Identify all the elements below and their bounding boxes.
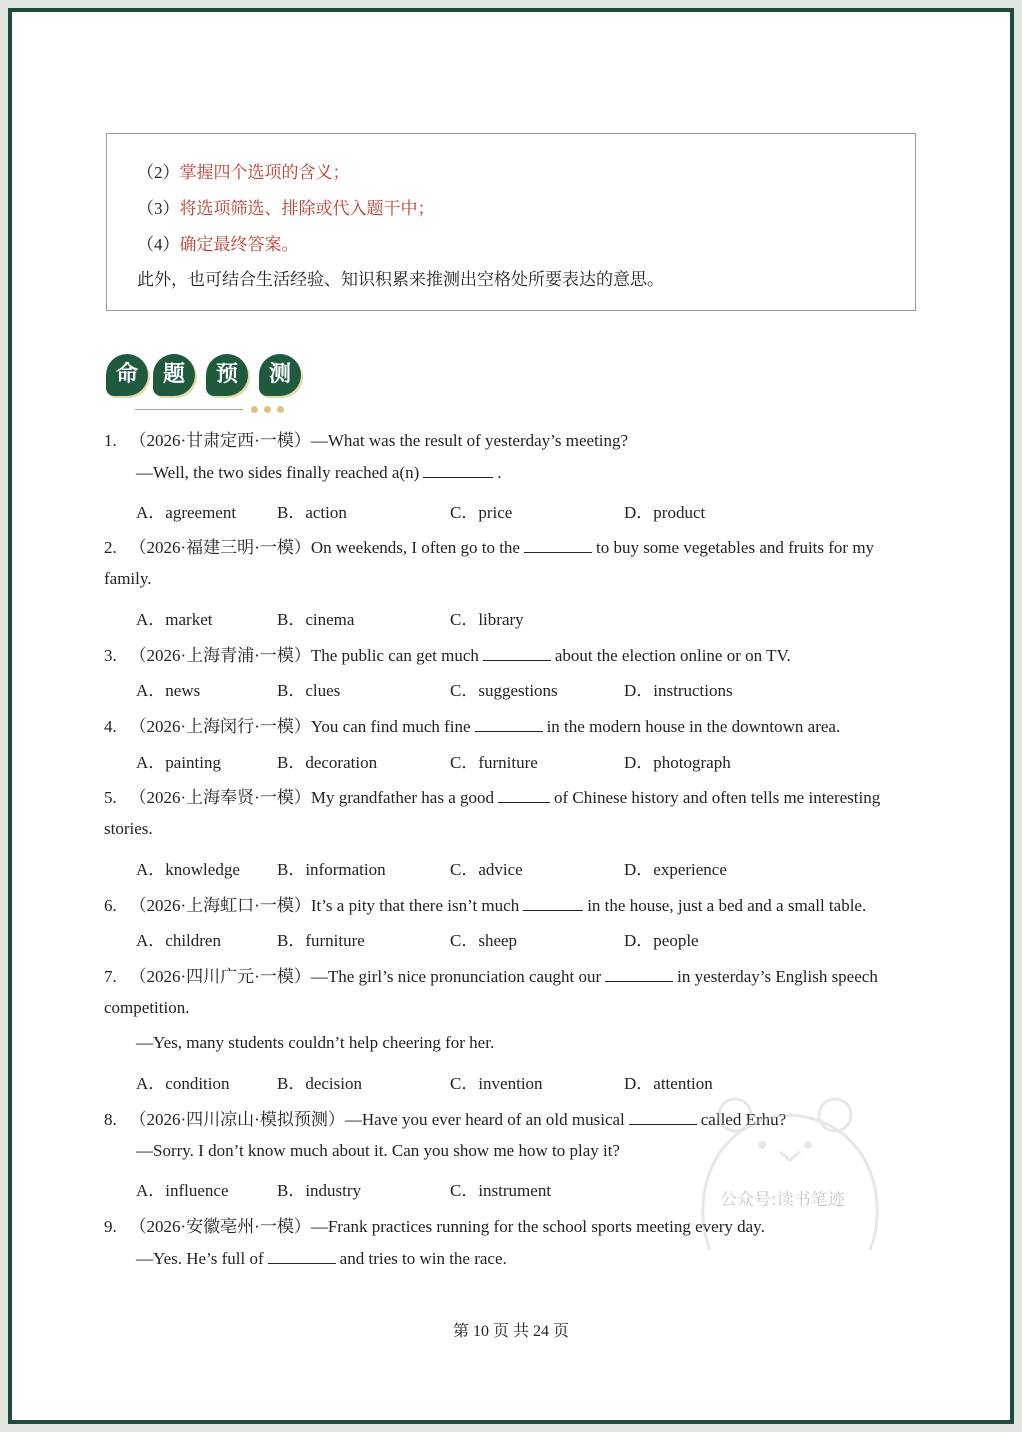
page-number: 第 10 页 共 24 页 — [452, 1323, 569, 1340]
question-1-line2: —Well, the two sides finally reached a(n) . — [136, 463, 502, 482]
option[interactable]: A．agreement — [136, 503, 237, 522]
question-8-reply: —Sorry. I don’t know much about it. Can you show me how to play it? — [136, 1141, 620, 1160]
answer-blank[interactable] — [524, 537, 592, 553]
tip-extra: 此外，也可结合生活经验、知识积累来推测出空格处所要表达的意思。 — [137, 270, 664, 289]
option[interactable]: B．furniture — [277, 931, 365, 950]
question-7-reply: —Yes, many students couldn’t help cheering for her. — [136, 1033, 495, 1052]
option[interactable]: A．children — [136, 931, 221, 950]
decor-dot — [277, 406, 284, 413]
option[interactable]: C．price — [450, 503, 513, 522]
answer-blank[interactable] — [523, 895, 583, 911]
section-badge: 命 — [106, 354, 148, 396]
question-8: 8. （2026·四川凉山·模拟预测）—Have you ever heard of an old musical called Erhu? — [104, 1110, 787, 1129]
question-7: 7. （2026·四川广元·一模）—The girl’s nice pronunciation caught our in yesterday’s English speech — [104, 967, 878, 986]
option[interactable]: D．photograph — [624, 753, 731, 772]
question-9: 9. （2026·安徽亳州·一模）—Frank practices running for the school sports meeting every day. — [104, 1217, 765, 1236]
decor-dot — [251, 406, 258, 413]
option[interactable]: C．invention — [450, 1074, 543, 1093]
tip-line: （4）确定最终答案。 — [137, 235, 299, 254]
answer-blank[interactable] — [423, 462, 493, 478]
answer-blank[interactable] — [498, 787, 550, 803]
question-6: 6. （2026·上海虹口·一模）It’s a pity that there isn’t much in the house, just a bed and a small table. — [104, 896, 867, 915]
watermark-text: 公众号:读书笔迹 — [720, 1190, 845, 1210]
answer-blank[interactable] — [629, 1109, 697, 1125]
tips-box — [106, 133, 916, 311]
option[interactable]: B．cinema — [277, 610, 355, 629]
option[interactable]: C．instrument — [450, 1181, 552, 1200]
option[interactable]: B．action — [277, 503, 347, 522]
question-5: 5. （2026·上海奉贤·一模）My grandfather has a good of Chinese history and often tells me interesting — [104, 788, 881, 807]
divider — [135, 409, 243, 410]
option[interactable]: A．painting — [136, 753, 221, 772]
option[interactable]: C．library — [450, 610, 524, 629]
question-2: 2. （2026·福建三明·一模）On weekends, I often go to the to buy some vegetables and fruits for my — [104, 538, 875, 557]
option[interactable]: A．market — [136, 610, 213, 629]
tip-line: （3）将选项筛选、排除或代入题干中； — [137, 199, 435, 218]
question-5-cont: stories. — [104, 819, 153, 838]
option[interactable]: D．product — [624, 503, 706, 522]
answer-blank[interactable] — [483, 645, 551, 661]
section-badge: 题 — [153, 354, 195, 396]
option[interactable]: D．instructions — [624, 681, 733, 700]
option[interactable]: D．experience — [624, 860, 727, 879]
question-2-cont: family. — [104, 569, 152, 588]
question-3: 3. （2026·上海青浦·一模）The public can get much about the election online or on TV. — [104, 646, 791, 665]
tip-line: （2）掌握四个选项的含义； — [137, 163, 350, 182]
option[interactable]: C．advice — [450, 860, 523, 879]
question-4: 4. （2026·上海闵行·一模）You can find much fine in the modern house in the downtown area. — [104, 717, 841, 736]
option[interactable]: B．information — [277, 860, 386, 879]
section-badge: 预 — [206, 354, 248, 396]
option[interactable]: B．industry — [277, 1181, 362, 1200]
option[interactable]: D．attention — [624, 1074, 713, 1093]
option[interactable]: A．news — [136, 681, 201, 700]
answer-blank[interactable] — [268, 1248, 336, 1264]
option[interactable]: B．clues — [277, 681, 341, 700]
option[interactable]: C．sheep — [450, 931, 518, 950]
answer-blank[interactable] — [475, 716, 543, 732]
option[interactable]: A．condition — [136, 1074, 230, 1093]
option[interactable]: A．influence — [136, 1181, 229, 1200]
decor-dot — [264, 406, 271, 413]
option[interactable]: C．suggestions — [450, 681, 558, 700]
question-9-line2: —Yes. He’s full of and tries to win the race. — [136, 1249, 507, 1268]
answer-blank[interactable] — [605, 966, 673, 982]
option[interactable]: C．furniture — [450, 753, 538, 772]
option[interactable]: B．decision — [277, 1074, 362, 1093]
question-7-cont: competition. — [104, 998, 190, 1017]
option[interactable]: A．knowledge — [136, 860, 240, 879]
question-1: 1. （2026·甘肃定西·一模）—What was the result of yesterday’s meeting? — [104, 431, 629, 450]
option[interactable]: B．decoration — [277, 753, 378, 772]
option[interactable]: D．people — [624, 931, 699, 950]
section-badge: 测 — [259, 354, 301, 396]
